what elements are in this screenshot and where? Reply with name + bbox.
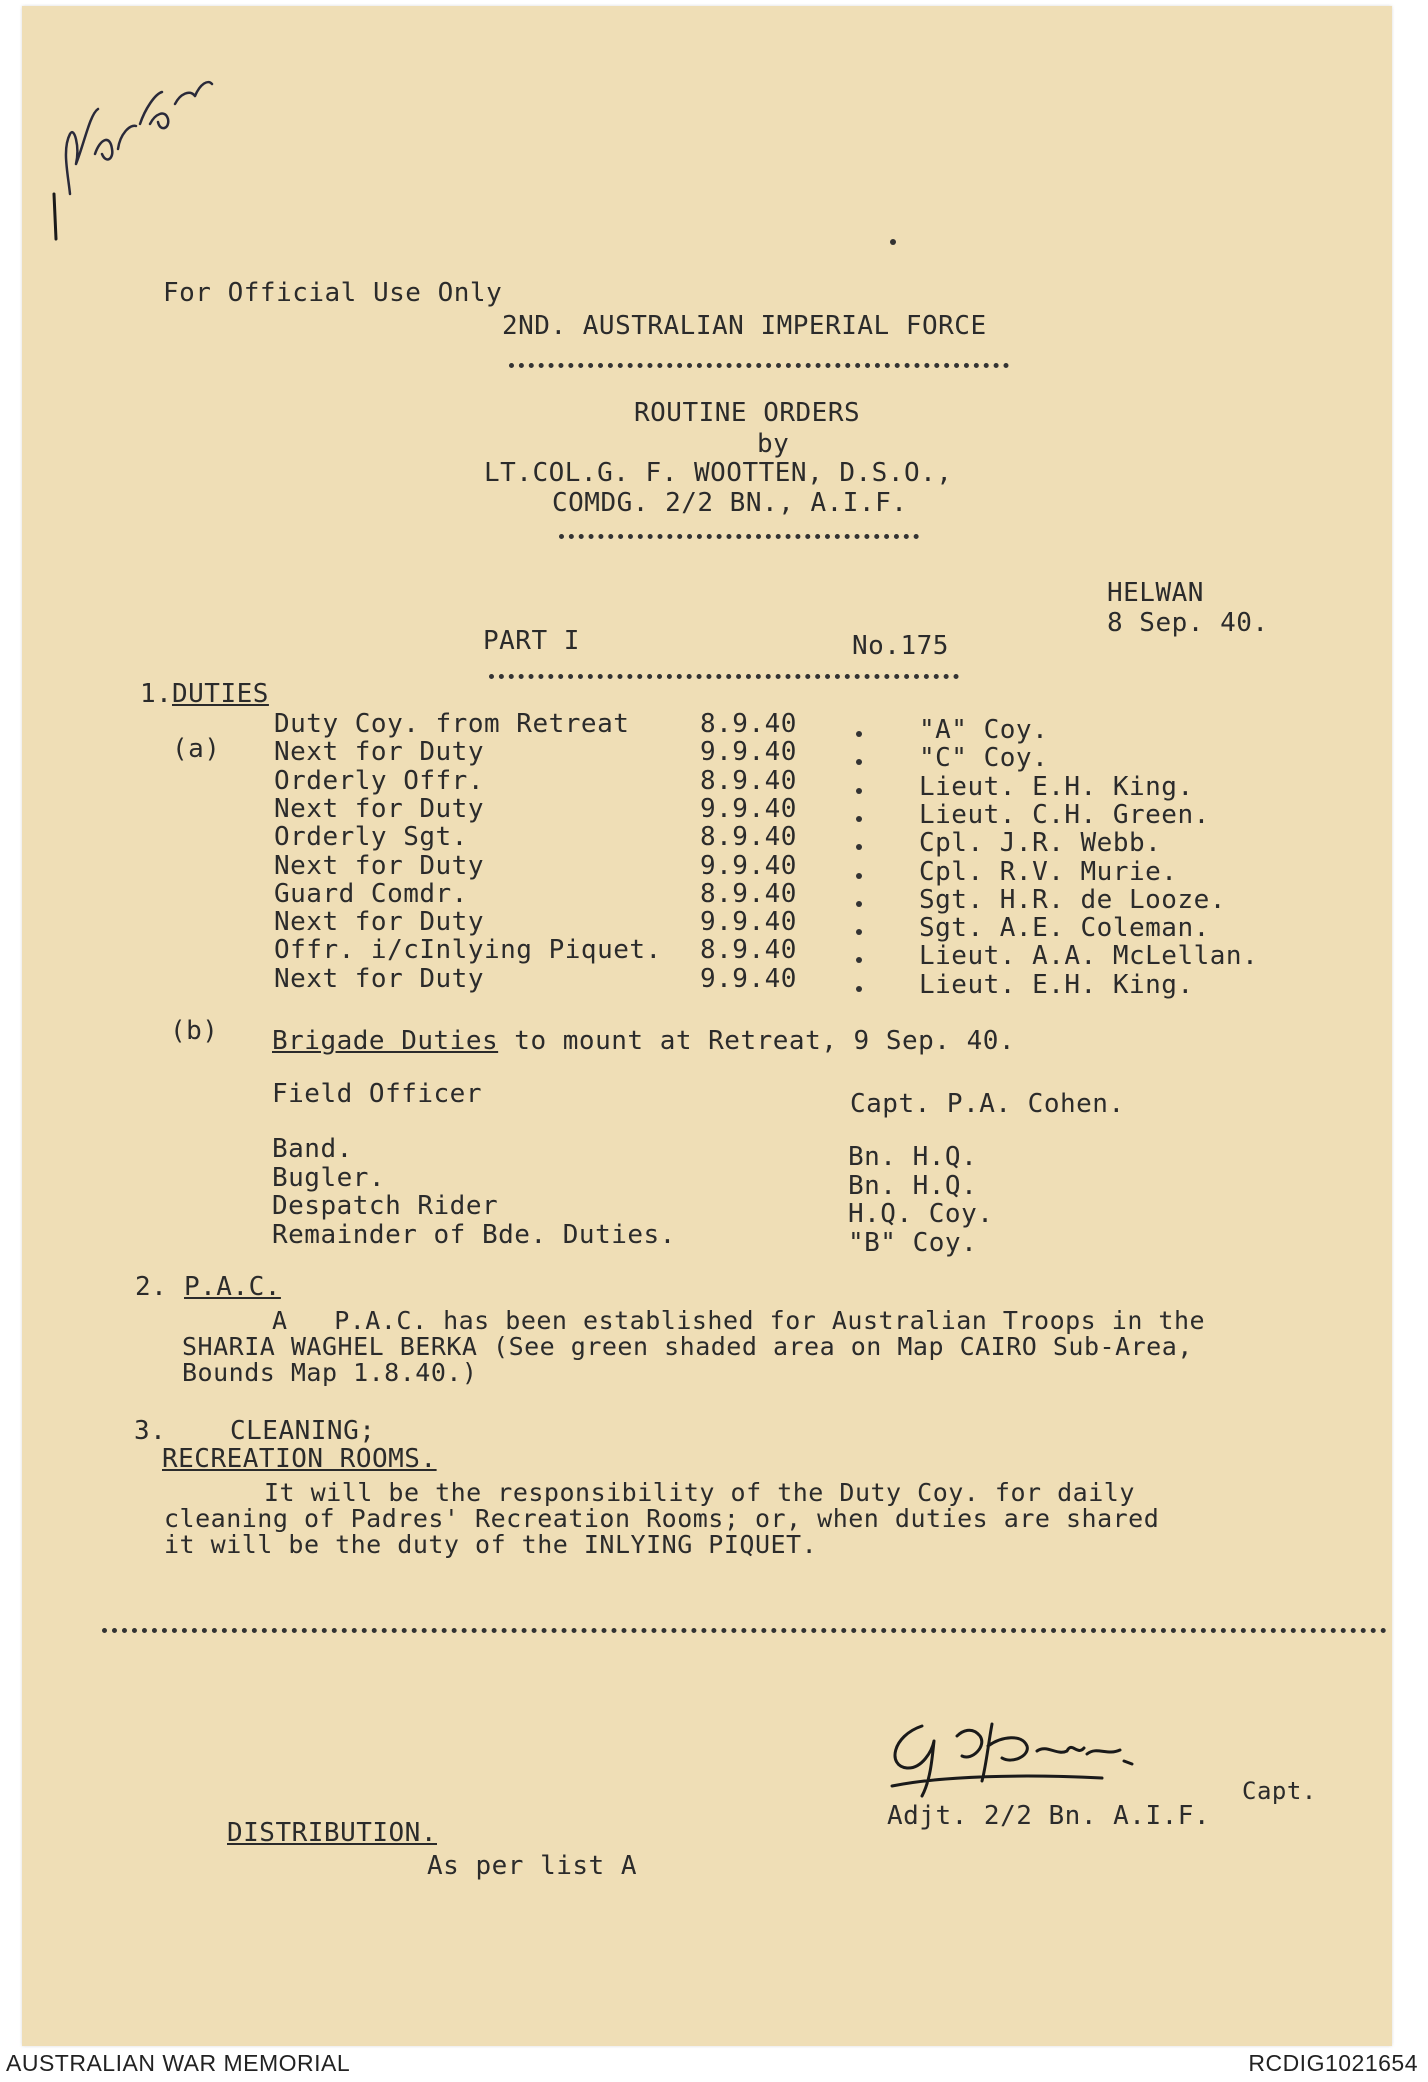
section-heading-cleaning: CLEANING; [230, 1416, 376, 1446]
place: HELWAN [1107, 578, 1204, 608]
duty-date: 8.9.40 [700, 709, 797, 739]
cleaning-line-1: It will be the responsibility of the Duty Coy. for daily [264, 1478, 1135, 1507]
brigade-duty-assigned: H.Q. Coy. [848, 1199, 994, 1229]
row-bullet [856, 788, 862, 794]
brigade-duties-heading: Brigade Duties [272, 1026, 499, 1056]
cleaning-line-2: cleaning of Padres' Recreation Rooms; or, when duties are shared [164, 1504, 1160, 1533]
row-bullet [856, 929, 862, 935]
brigade-duty-name: Band. [272, 1134, 353, 1164]
handwritten-note-war-diary [40, 54, 220, 254]
footer-source: AUSTRALIAN WAR MEMORIAL [6, 2050, 351, 2076]
orders-by: by [757, 429, 790, 459]
duty-name: Duty Coy. from Retreat [274, 709, 630, 739]
dotted-rule [102, 1628, 1387, 1633]
brigade-duty-assigned: Bn. H.Q. [848, 1170, 978, 1201]
date: 8 Sep. 40. [1107, 608, 1269, 638]
subsection-a: (a) [172, 734, 221, 764]
section-heading-pac: P.A.C. [184, 1272, 281, 1302]
row-bullet [856, 901, 862, 907]
duty-date: 9.9.40 [700, 907, 797, 938]
row-bullet [856, 816, 862, 822]
signature-rank: Capt. [1242, 1777, 1317, 1805]
dotted-rule [489, 674, 959, 679]
pac-line-1: A P.A.C. has been established for Australian Troops in the [272, 1306, 1206, 1335]
duty-name: Next for Duty [274, 793, 484, 824]
part-label: PART I [483, 626, 580, 656]
brigade-duties-line [272, 1026, 1015, 1056]
document-page [22, 6, 1392, 2046]
brigade-duty-name: Bugler. [272, 1162, 386, 1193]
row-bullet [856, 957, 862, 963]
brigade-duties-rest: to mount at Retreat, 9 Sep. 40. [498, 1026, 1016, 1056]
duty-name: Guard Comdr. [274, 878, 468, 909]
section-heading-duties: DUTIES [172, 679, 269, 709]
footer-id: RCDIG1021654 [1248, 2050, 1418, 2076]
duty-assigned: Sgt. A.E. Coleman. [919, 913, 1210, 944]
section-number: 1. [140, 679, 173, 709]
field-officer-label: Field Officer [272, 1079, 482, 1109]
duty-assigned: Cpl. R.V. Murie. [919, 856, 1178, 887]
duty-name: Next for Duty [274, 963, 484, 994]
distribution-heading: DISTRIBUTION. [227, 1818, 437, 1848]
orders-title: ROUTINE ORDERS [634, 398, 861, 428]
row-bullet [856, 731, 862, 737]
brigade-duty-assigned: "B" Coy. [848, 1227, 978, 1258]
duty-assigned: Sgt. H.R. de Looze. [919, 884, 1226, 915]
row-bullet [856, 759, 862, 765]
section-number: 2. [135, 1272, 168, 1302]
distribution-text: As per list A [427, 1851, 637, 1881]
dotted-rule [559, 534, 919, 539]
row-bullet [856, 844, 862, 850]
signature-title: Adjt. 2/2 Bn. A.I.F. [887, 1801, 1211, 1831]
section-subheading-recreation: RECREATION ROOMS. [162, 1444, 437, 1474]
duty-name: Next for Duty [274, 850, 484, 881]
duty-date: 9.9.40 [700, 737, 797, 768]
pac-line-3: Bounds Map 1.8.40.) [182, 1358, 478, 1387]
subsection-b: (b) [170, 1016, 219, 1046]
duty-name: Offr. i/cInlying Piquet. [274, 935, 662, 966]
duty-date: 9.9.40 [700, 793, 797, 824]
brigade-duty-name: Despatch Rider [272, 1191, 499, 1221]
duty-name: Next for Duty [274, 737, 484, 768]
ink-dot [890, 239, 896, 245]
brigade-duty-name: Remainder of Bde. Duties. [272, 1219, 676, 1250]
row-bullet [856, 986, 862, 992]
duty-assigned: Lieut. A.A. McLellan. [919, 941, 1259, 972]
duty-assigned: Lieut. E.H. King. [919, 969, 1194, 1000]
brigade-duty-assigned: Bn. H.Q. [848, 1142, 978, 1172]
duty-assigned: "A" Coy. [919, 715, 1049, 745]
duty-assigned: "C" Coy. [919, 743, 1049, 774]
duty-assigned: Lieut. C.H. Green. [919, 799, 1210, 830]
dotted-rule [509, 363, 1009, 368]
duty-assigned: Lieut. E.H. King. [919, 771, 1194, 802]
commander: LT.COL.G. F. WOOTTEN, D.S.O., [484, 458, 953, 488]
cleaning-line-3: it will be the duty of the INLYING PIQUET. [164, 1530, 818, 1559]
duty-name: Orderly Sgt. [274, 822, 468, 853]
duty-date: 8.9.40 [700, 822, 797, 853]
row-bullet [856, 873, 862, 879]
order-number: No.175 [852, 631, 949, 661]
signature [862, 1706, 1262, 1816]
classification: For Official Use Only [163, 278, 503, 308]
unit: COMDG. 2/2 BN., A.I.F. [552, 488, 908, 518]
duty-date: 9.9.40 [700, 850, 797, 881]
duty-date: 8.9.40 [700, 765, 797, 796]
force-title: 2ND. AUSTRALIAN IMPERIAL FORCE [502, 311, 987, 341]
section-number: 3. [134, 1416, 167, 1446]
duty-assigned: Cpl. J.R. Webb. [919, 828, 1162, 859]
duty-name: Next for Duty [274, 907, 484, 938]
duty-date: 8.9.40 [700, 935, 797, 966]
duty-name: Orderly Offr. [274, 765, 484, 796]
field-officer-value: Capt. P.A. Cohen. [850, 1089, 1125, 1119]
pac-line-2: SHARIA WAGHEL BERKA (See green shaded area on Map CAIRO Sub-Area, [182, 1332, 1193, 1361]
duty-date: 8.9.40 [700, 878, 797, 909]
duty-date: 9.9.40 [700, 963, 797, 994]
